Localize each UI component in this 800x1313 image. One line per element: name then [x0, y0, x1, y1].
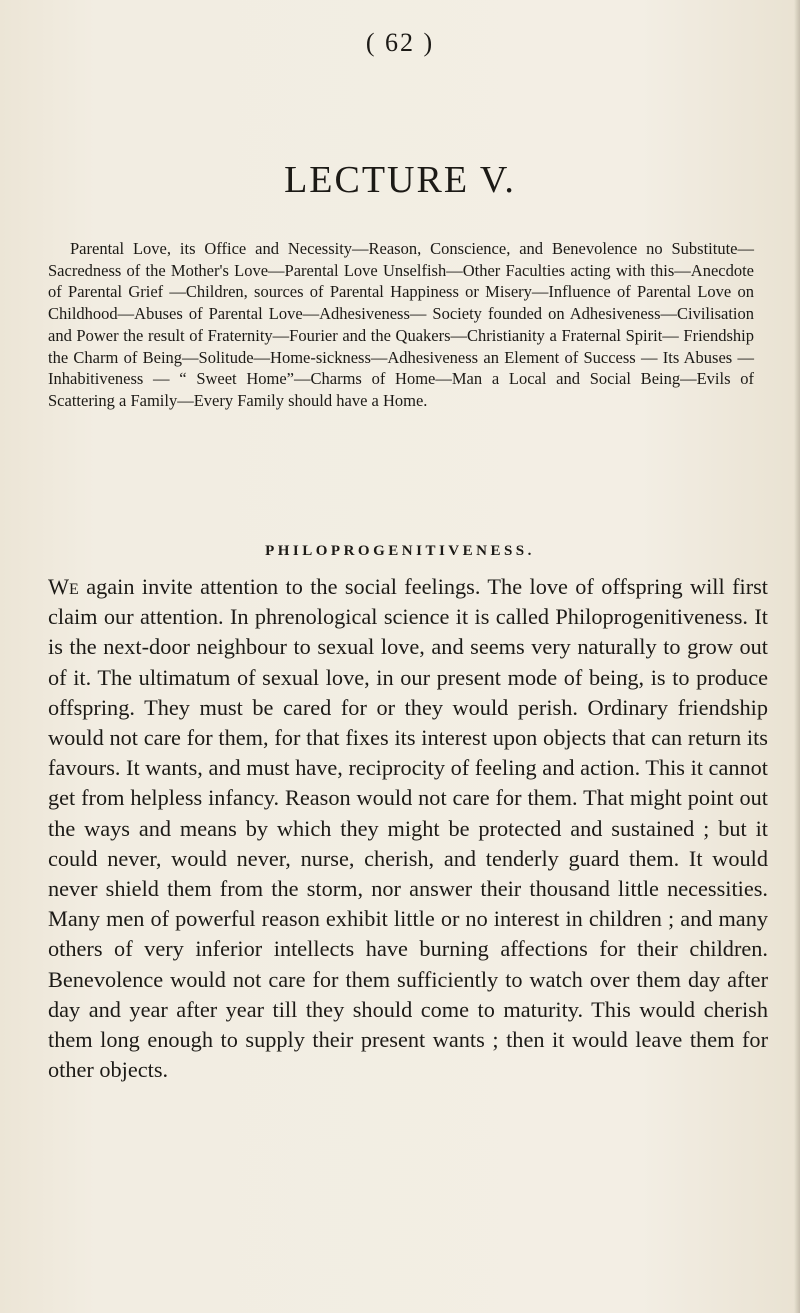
body-text: again invite attention to the social feelings. The love of offspring will first claim our attention. In phrenological science it is called Philoprogenitiveness. It is the next-door neighbour to sexual love, and seems very naturally to grow out of it. The ultimatum of sexual love, in our present mode of being, is to produce offspring. They must be cared for or they would perish. Ordinary friendship would not care for them, for that fixes its interest upon objects that can return its favours. It wants, and must have, reciprocity of feeling and action. This it cannot get from helpless infancy. Reason would not care for them. That might point out the ways and means by which they might be protected and sustained ; but it could never, would never, nurse, cherish, and tenderly guard them. It would never shield them from the storm, nor answer their thousand little necessities. Many men of powerful reason exhibit little or no interest in children ; and many others of very inferior intellects have burning affections for their children. Benevolence would not care for them sufficiently to watch over them day after day and year after year till they should come to maturity. This would cherish them long enough to supply their present wants ; then it would leave them for other objects.: [48, 574, 768, 1083]
page-edge-shadow: [794, 0, 800, 1313]
lecture-title: LECTURE V.: [284, 159, 516, 201]
section-heading: PHILOPROGENITIVENESS.: [265, 543, 535, 559]
first-word: We: [48, 574, 79, 599]
body-paragraph: [48, 572, 768, 1085]
page-number: ( 62 ): [365, 28, 435, 57]
lecture-synopsis: Parental Love, its Office and Necessity—Reason, Conscience, and Benevolence no Substitute—Sacredness of the Mother's Love—Parental Love Unselfish—Other Faculties acting with this—Anecdote of Parental Grief —Children, sources of Parental Happiness or Misery—Influence of Parental Love on Childhood—Abuses of Parental Love—Adhesiveness— Society founded on Adhesiveness—Civilisation and Power the result of Fraternity—Fourier and the Quakers—Christianity a Fraternal Spirit— Friendship the Charm of Being—Solitude—Home-sickness—Adhesiveness an Element of Success — Its Abuses — Inhabitiveness — “ Sweet Home”—Charms of Home—Man a Local and Social Being—Evils of Scattering a Family—Every Family should have a Home.: [48, 239, 754, 410]
